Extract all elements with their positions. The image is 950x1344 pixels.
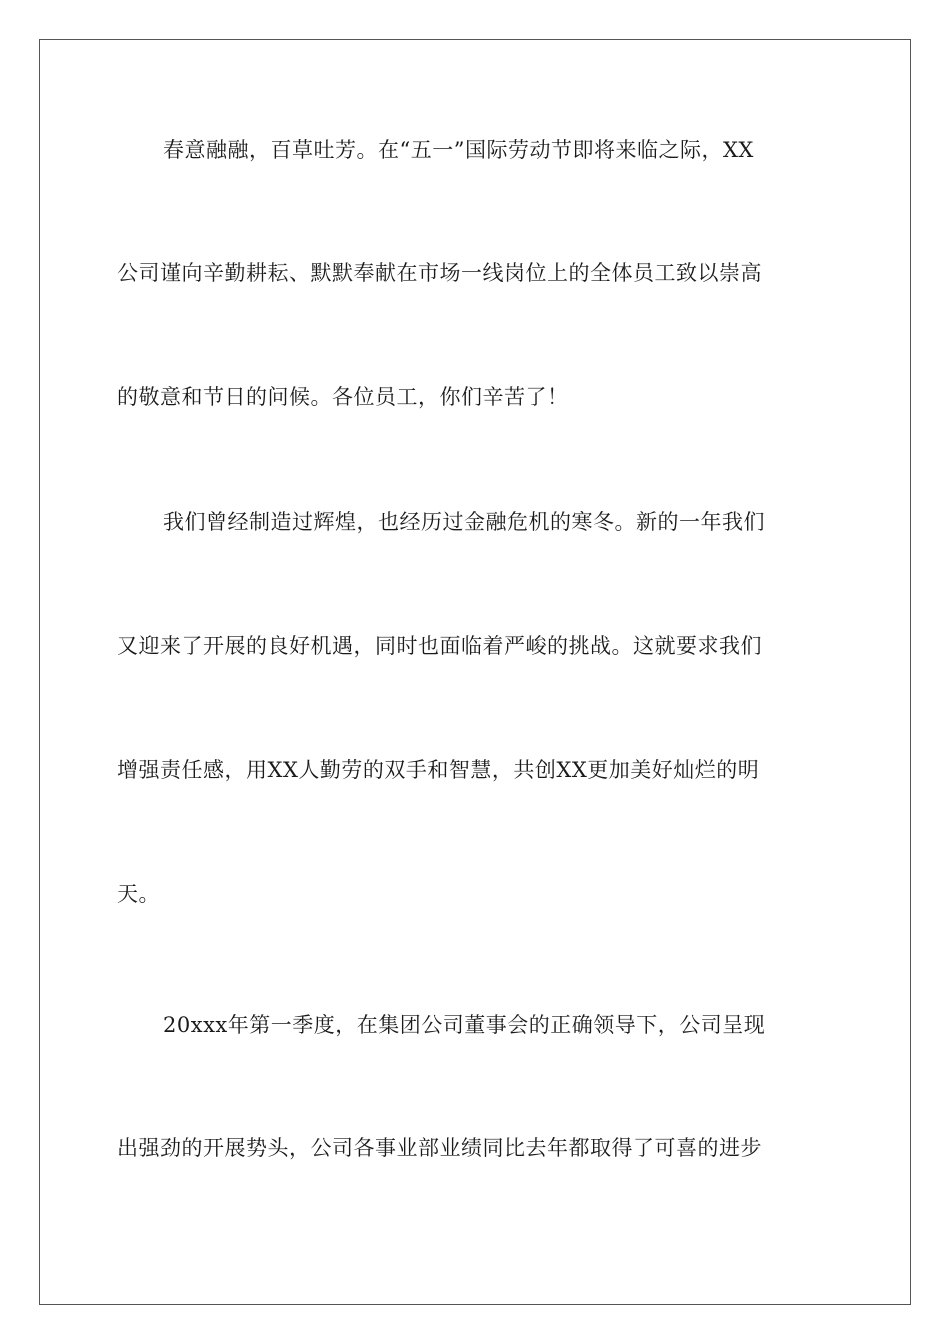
paragraph-2-line-2: 又迎来了开展的良好机遇，同时也面临着严峻的挑战。这就要求我们 bbox=[117, 634, 762, 658]
paragraph-2-line-1: 我们曾经制造过辉煌，也经历过金融危机的寒冬。新的一年我们 bbox=[163, 510, 765, 534]
paragraph-3-line-1: 20xxx年第一季度，在集团公司董事会的正确领导下，公司呈现 bbox=[163, 1013, 766, 1037]
paragraph-1-line-1: 春意融融，百草吐芳。在“五一”国际劳动节即将来临之际，XX bbox=[163, 138, 754, 162]
page-border bbox=[39, 39, 911, 1305]
paragraph-2-line-3: 增强责任感，用XX人勤劳的双手和智慧，共创XX更加美好灿烂的明 bbox=[117, 758, 760, 782]
paragraph-3-line-2: 出强劲的开展势头，公司各事业部业绩同比去年都取得了可喜的进步 bbox=[117, 1136, 762, 1160]
paragraph-1-line-2: 公司谨向辛勤耕耘、默默奉献在市场一线岗位上的全体员工致以崇高 bbox=[117, 261, 762, 285]
paragraph-2-line-4: 天。 bbox=[117, 882, 160, 906]
paragraph-1-line-3: 的敬意和节日的问候。各位员工，你们辛苦了！ bbox=[117, 385, 569, 409]
